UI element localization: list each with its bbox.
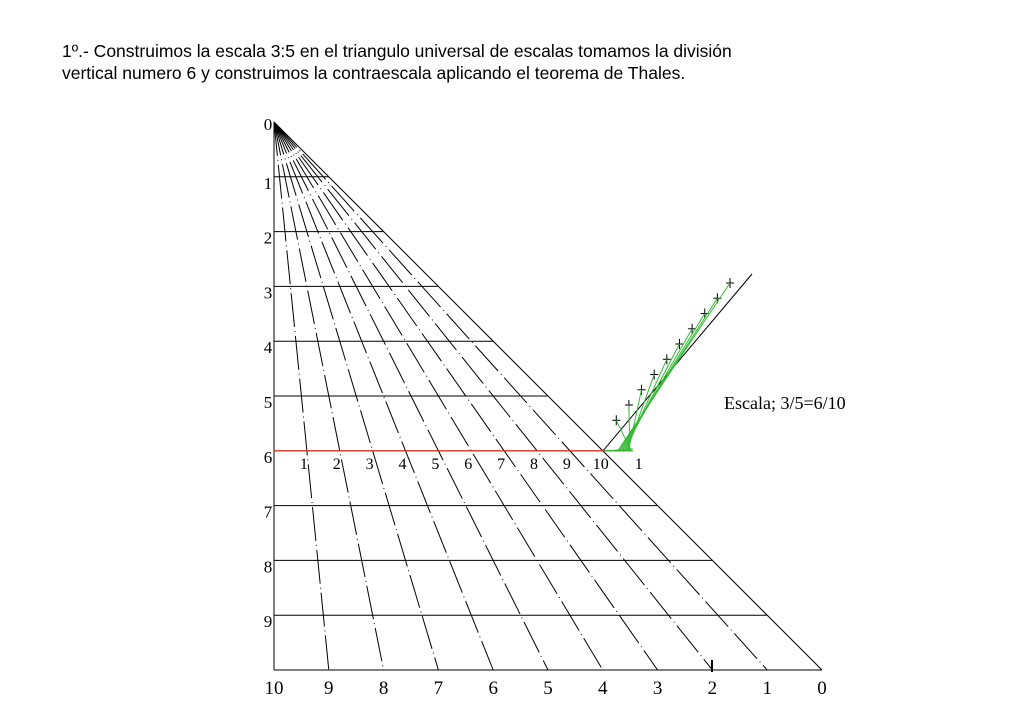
thales-line-10 (618, 283, 730, 451)
row-label-10: 1 (634, 455, 643, 473)
row-label-6: 7 (497, 455, 506, 473)
bottom-label-8: 8 (378, 678, 389, 699)
bottom-label-5: 5 (543, 678, 553, 699)
counter-scale-construction (603, 274, 752, 451)
vertical-label-2: 2 (263, 228, 273, 248)
vertical-label-0: 0 (263, 115, 273, 134)
bottom-label-4: 4 (598, 678, 608, 699)
bottom-label-9: 9 (324, 678, 334, 699)
row-label-2: 3 (365, 455, 374, 473)
row-label-5: 6 (464, 455, 473, 473)
row-label-1: 2 (332, 455, 341, 473)
thales-line-6 (624, 344, 680, 451)
bottom-label-1: 1 (762, 678, 772, 699)
vertical-label-5: 5 (263, 393, 273, 412)
bottom-label-2: 2 (707, 678, 718, 699)
vertical-label-1: 1 (263, 173, 273, 193)
vertical-label-6: 6 (263, 447, 273, 467)
bottom-label-3: 3 (652, 678, 663, 699)
vertical-label-4: 4 (263, 338, 273, 358)
caption-line-2: vertical numero 6 y construimos la contraescala aplicando el teorema de Thales. (62, 63, 686, 83)
row-label-7: 8 (530, 455, 539, 473)
scale-label: Escala; 3/5=6/10 (724, 393, 846, 413)
row-label-9: 10 (592, 455, 609, 473)
caption-line-1: 1º.- Construimos la escala 3:5 en el triangulo universal de escalas tomamos la división (62, 41, 732, 61)
vertical-label-3: 3 (263, 283, 273, 303)
vertical-label-8: 8 (263, 557, 273, 577)
bottom-label-7: 7 (433, 678, 444, 699)
row-label-3: 4 (398, 455, 407, 473)
thales-line-8 (621, 314, 705, 451)
bottom-label-start: 10 (264, 678, 284, 699)
vertical-label-9: 9 (263, 612, 273, 632)
thales-line-7 (622, 329, 692, 451)
bottom-label-0: 0 (817, 678, 827, 699)
row-label-4: 5 (431, 455, 440, 473)
row-label-0: 1 (299, 455, 308, 473)
vertical-label-7: 7 (263, 502, 273, 522)
row-label-8: 9 (562, 455, 571, 473)
bottom-label-6: 6 (488, 678, 498, 699)
